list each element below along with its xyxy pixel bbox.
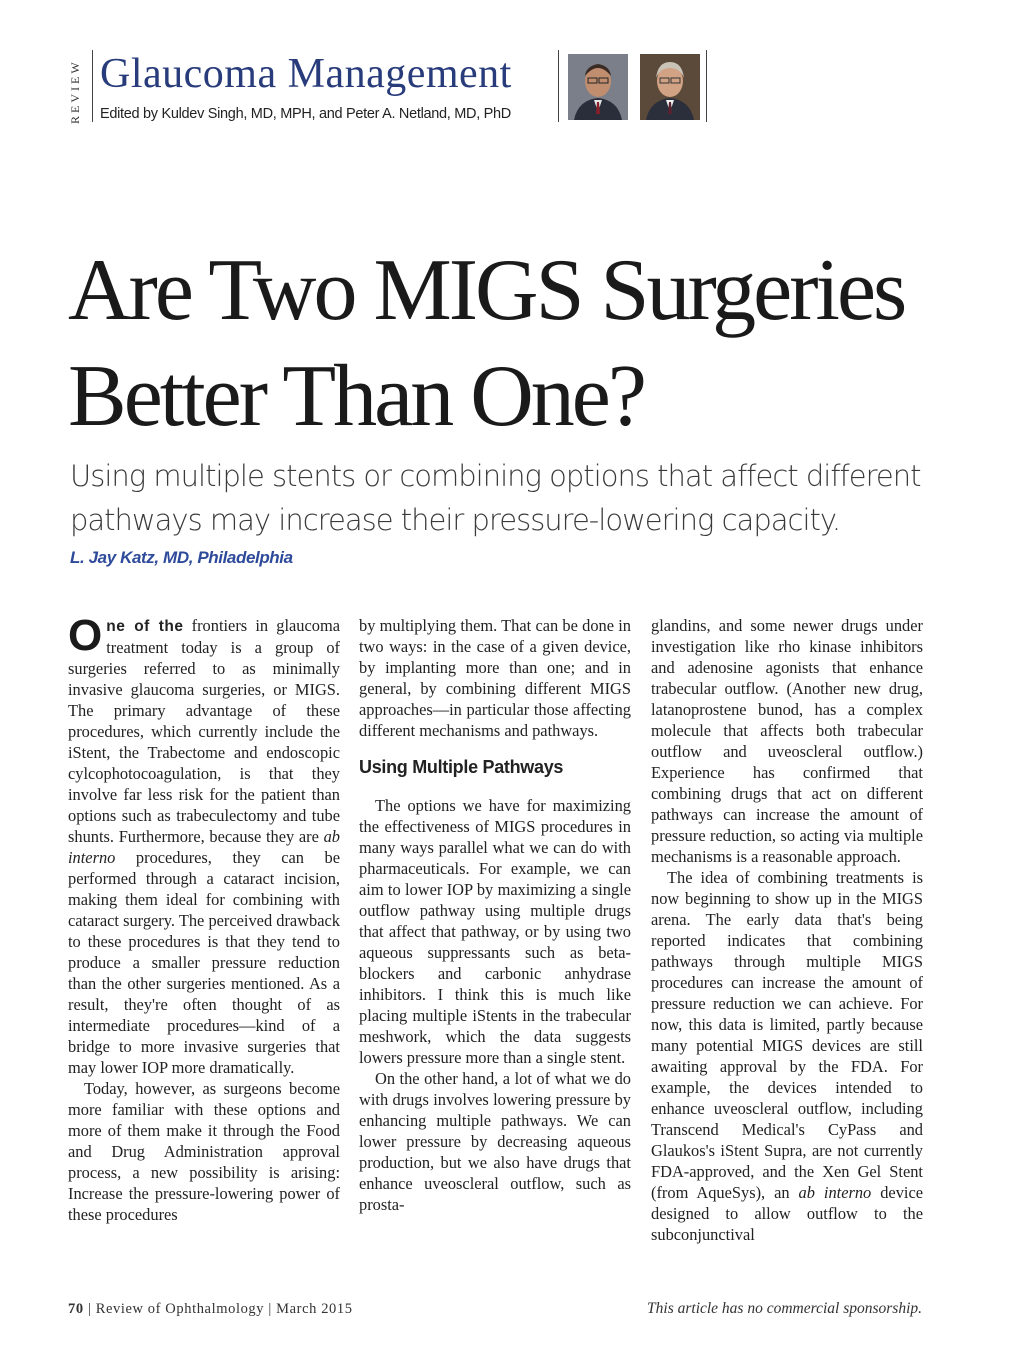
body-column-1 (68, 611, 340, 1225)
paragraph-text: The idea of combining treatments is now beginning to show up in the MIGS arena. The early data that's being reported indicates that combining pathways through multiple MIGS procedures can increase the amount of pressure reduction we can achieve. For now, this data is limited, partly because many potential MIGS devices are still awaiting approval by the FDA. For example, the devices intended to enhance uveoscleral outflow, including Transcend Medical's CyPass and Glaukos's iStent Supra, are not currently FDA-approved, and the Xen Gel Stent (from AqueSys), an (651, 868, 923, 1202)
header-divider (558, 50, 559, 122)
body-paragraph (68, 611, 340, 1078)
italic-term: ab interno (68, 827, 340, 867)
editors-line: Edited by Kuldev Singh, MD, MPH, and Peter A. Netland, MD, PhD (100, 106, 511, 122)
page-footer (68, 1301, 353, 1318)
page-number: 70 (68, 1301, 84, 1317)
header-divider (706, 50, 707, 122)
article-subtitle: Using multiple stents or combining options that affect different pathways may increase their pressure-lowering capacity. (70, 459, 921, 537)
body-paragraph: glandins, and some newer drugs under investigation like rho kinase inhibitors and adenosine agonists that enhance trabecular outflow. (Another new drug, latanoprostene bunod, has a complex molecule that affects both trabecular outflow and uveoscleral outflow.) Experience has confirmed that combining drugs that act on different pathways can increase the amount of pressure reduction, so acting via multiple mechanisms is a reasonable approach. (651, 616, 923, 866)
sponsorship-disclaimer: This article has no commercial sponsorship. (647, 1300, 922, 1317)
body-paragraph (651, 867, 923, 1245)
drop-cap: O (68, 611, 103, 660)
paragraph-text: procedures, they can be performed through a cataract incision, making them ideal for combining with cataract surgery. The perceived drawback to these procedures is that they tend to produce a smaller pressure reduction than the other surgeries mentioned. As a result, they're often thought of as intermediate procedures—kind of a bridge to more invasive surgeries that may lower IOP more dramatically. (68, 848, 340, 1077)
body-paragraph: by multiplying them. That can be done in two ways: in the case of a given device, by implanting more than one; and in general, by combining different MIGS approaches—in particular those affecting different mechanisms and pathways. (359, 616, 631, 740)
editor-photo-netland (640, 54, 700, 120)
lead-in: ne of the (106, 618, 184, 635)
paragraph-text: frontiers in glaucoma treatment today is a group of surgeries referred to as minimally invasive glaucoma surgeries, or MIGS. The primary advantage of these procedures, which currently include the iStent, the Trabectome and endoscopic cylcophotocoagulation, is that they involve far less risk for the patient than options such as trabeculectomy and tube shunts. Furthermore, because they are (68, 616, 340, 846)
editor-photo-singh (568, 54, 628, 120)
footer-separator: | (87, 1301, 92, 1317)
paragraph-text: device designed to allow outflow to the subconjunctival (651, 1183, 924, 1244)
journal-name: Review of Ophthalmology (95, 1301, 265, 1317)
body-paragraph: The options we have for maximizing the effectiveness of MIGS procedures in many ways parallel what we can do with pharmaceuticals. For example, we can aim to lower IOP by maximizing a single outflow pathway using multiple drugs that affect that pathway, or by using two aqueous suppressants such as beta-blockers and carbonic anhydrase inhibitors. I think this is much like placing multiple iStents in the trabecular meshwork, which the data suggests lowers pressure more than a single stent. (359, 796, 631, 1067)
body-column-3 (651, 615, 923, 1245)
review-label: REVIEW (68, 59, 82, 124)
body-paragraph: On the other hand, a lot of what we do with drugs involves lowering pressure by enhancing multiple pathways. We can lower pressure by decreasing aqueous production, but we also have drugs that enhance uveoscleral outflow, such as prosta- (359, 1069, 631, 1214)
body-column-2 (359, 615, 631, 1215)
author-byline: L. Jay Katz, MD, Philadelphia (70, 548, 293, 567)
issue-date: March 2015 (276, 1301, 353, 1317)
article-title: Are Two MIGS Surgeries Better Than One? (68, 242, 905, 445)
header-divider (92, 50, 93, 122)
section-heading: Using Multiple Pathways (359, 757, 564, 777)
body-paragraph: Today, however, as surgeons become more familiar with these options and more of them make it through the Food and Drug Administration approval process, a new possibility is arising: Increase the pressure-lowering power of these procedures (68, 1079, 340, 1224)
column-title: Glaucoma Management (100, 51, 512, 97)
footer-separator: | (268, 1301, 272, 1317)
italic-term: ab interno (798, 1183, 872, 1202)
